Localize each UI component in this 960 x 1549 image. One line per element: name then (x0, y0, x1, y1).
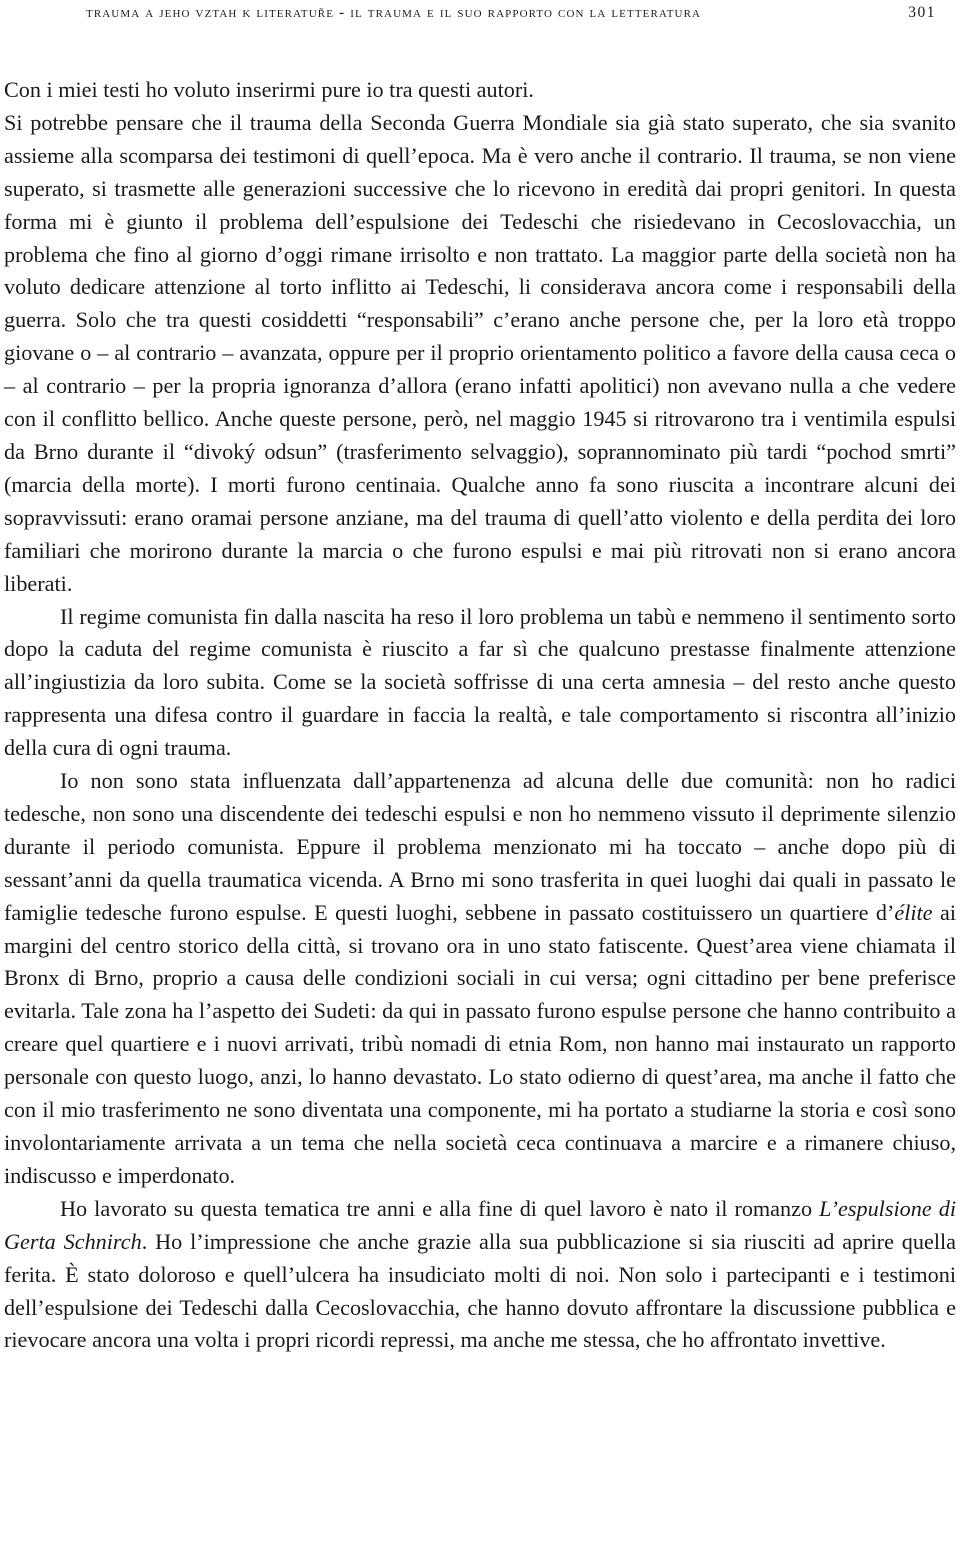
paragraph-5-part-b: . Ho l’impressione che anche grazie alla sua pubblicazione si sia riusciti ad aprire quella ferita. È stato doloroso e quell’ulcera ha insudiciato molti di noi. Non solo i partecipanti e i testimoni dell’espulsione dei Tedeschi dalla Cecoslovacchia, che hanno dovuto affrontare la discussione pubblica e rievocare ancora una volta i propri ricordi repressi, ma anche me stessa, che ho affrontato invettive. (4, 1228, 956, 1353)
paragraph-4-part-b: ai margini del centro storico della città, si trovano ora in uno stato fatiscente. Quest’area viene chiamata il Bronx di Brno, proprio a causa delle condizioni sociali in cui versa; ogni cittadino per bene preferisce evitarla. Tale zona ha l’aspetto dei Sudeti: da qui in passato furono espulse persone che hanno contribuito a creare quel quartiere e i nuovi arrivati, tribù nomadi di etnia Rom, non hanno mai instaurato un rapporto personale con questo luogo, anzi, lo hanno devastato. Lo stato odierno di quest’area, ma anche il fatto che con il mio trasferimento ne sono diventata una componente, mi ha portato a studiarne la storia e così sono involontariamente arrivata a un tema che nella società ceca continuava a marcire e a rimanere chiuso, indiscusso e imperdonato. (4, 899, 957, 1188)
running-title: trauma a jeho vztah k literatuře - il trauma e il suo rapporto con la letteratura (86, 4, 702, 21)
paragraph-1: Con i miei testi ho voluto inserirmi pure io tra questi autori. (4, 77, 534, 102)
body-text (4, 74, 956, 1357)
paragraph-4-part-a: Io non sono stata influenzata dall’appartenenza ad alcuna delle due comunità: non ho radici tedesche, non sono una discendente dei tedeschi espulsi e non ho nemmeno vissuto il deprimente silenzio durante il periodo comunista. Eppure il problema menzionato mi ha toccato – anche dopo più di sessant’anni da quella traumatica vicenda. A Brno mi sono trasferita in quei luoghi dai quali in passato le famiglie tedesche furono espulse. E questi luoghi, sebbene in passato costituissero un quartiere d’ (4, 768, 956, 925)
page-number: 301 (908, 4, 936, 21)
running-header (86, 4, 936, 22)
novel-title: L’espulsione di Gerta Schnirch (4, 1195, 956, 1254)
paragraph-3: Il regime comunista fin dalla nascita ha reso il loro problema un tabù e nemmeno il sentimento sorto dopo la caduta del regime comunista è riuscito a far sì che qualcuno prestasse finalmente attenzione all’ingiustizia da loro subita. Come se la società soffrisse di una certa amnesia – del resto anche questo rappresenta una difesa contro il guardare in faccia la realtà, e tale comportamento si riscontra all’inizio della cura di ogni trauma. (4, 603, 956, 761)
paragraph-2: Si potrebbe pensare che il trauma della Seconda Guerra Mondiale sia già stato superato, che sia svanito assieme alla scomparsa dei testimoni di quell’epoca. Ma è vero anche il contrario. Il trauma, se non viene superato, si trasmette alle generazioni successive che lo ricevono in eredità dai propri genitori. In questa forma mi è giunto il problema dell’espulsione dei Tedeschi che risiedevano in Cecoslovacchia, un problema che fino al giorno d’oggi rimane irrisolto e non trattato. La maggior parte della società non ha voluto dedicare attenzione al torto inflitto ai Tedeschi, li considerava ancora come i responsabili della guerra. Solo che tra questi cosiddetti “responsabili” c’erano anche persone che, per la loro età troppo giovane o – al contrario – avanzata, oppure per il proprio orientamento politico a favore della causa ceca o – al contrario – per la propria ignoranza d’allora (erano infatti apolitici) non avevano nulla a che vedere con il conflitto bellico. Anche queste persone, però, nel maggio 1945 si ritrovarono tra i ventimila espulsi da Brno durante il “divoký odsun” (trasferimento selvaggio), soprannominato più tardi “pochod smrti” (marcia della morte). I morti furono centinaia. Qualche anno fa sono riuscita a incontrare alcuni dei sopravvissuti: erano oramai persone anziane, ma del trauma di quell’atto violento e della perdita dei loro familiari che morirono durante la marcia o che furono espulsi e mai più ritrovati non si erano ancora liberati. (4, 109, 956, 596)
italic-term-elite: élite (894, 899, 933, 925)
paragraph-5 (4, 1193, 956, 1358)
paragraph-5-part-a: Ho lavorato su questa tematica tre anni e alla fine di quel lavoro è nato il romanzo (60, 1195, 820, 1221)
paragraph-4 (4, 765, 956, 1193)
